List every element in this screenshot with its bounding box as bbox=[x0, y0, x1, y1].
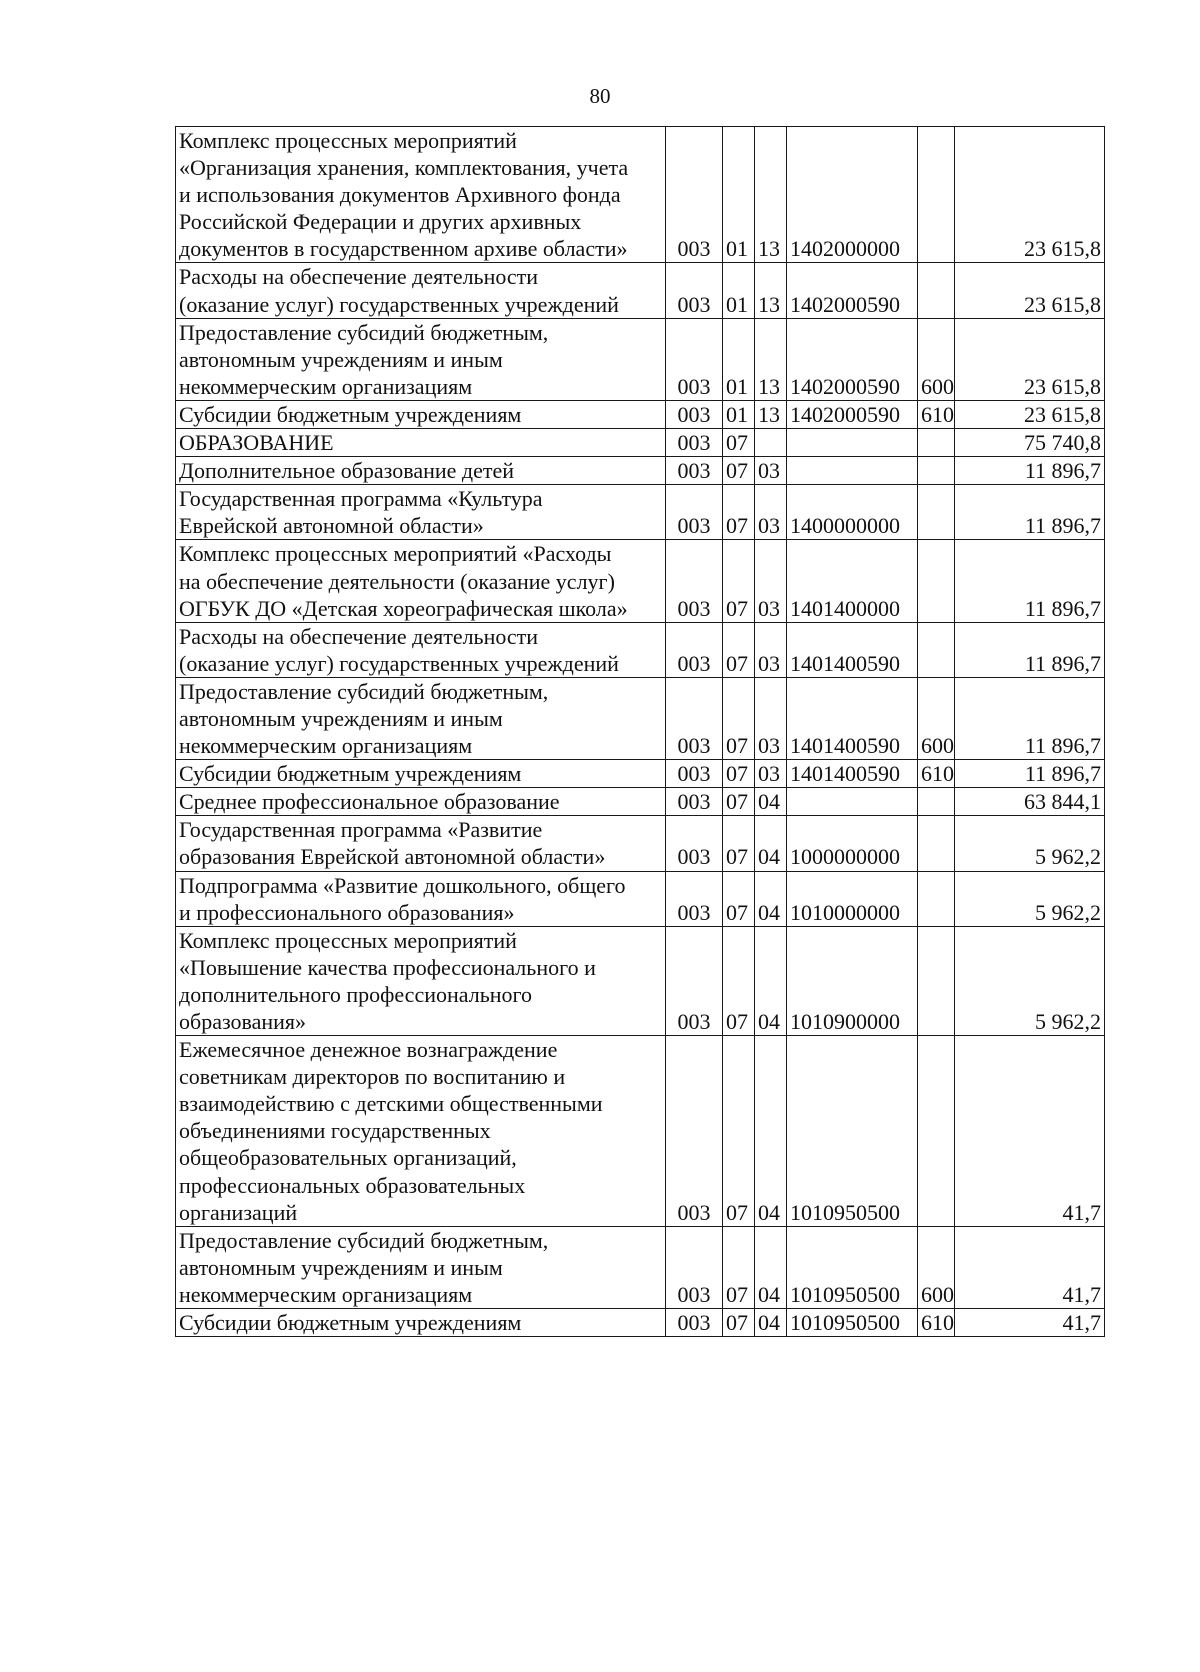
department-code-cell: 003 bbox=[666, 400, 723, 428]
amount-cell: 11 896,7 bbox=[955, 457, 1105, 485]
table-row bbox=[176, 816, 1105, 871]
section-code-cell: 07 bbox=[723, 677, 755, 759]
item-name-line: взаимодействию с детскими общественными bbox=[179, 1091, 603, 1117]
item-name-line: Комплекс процессных мероприятий «Расходы bbox=[179, 541, 612, 567]
section-code-cell: 07 bbox=[723, 760, 755, 788]
amount-cell: 11 896,7 bbox=[955, 622, 1105, 677]
section-code-cell: 07 bbox=[723, 485, 755, 540]
item-name-cell bbox=[176, 457, 666, 485]
item-name-line: Государственная программа «Культура bbox=[179, 486, 543, 512]
section-code-cell: 01 bbox=[723, 400, 755, 428]
section-code-cell: 07 bbox=[723, 926, 755, 1035]
expense-type-cell bbox=[918, 429, 955, 457]
target-article-cell bbox=[787, 788, 918, 816]
subsection-code-cell: 04 bbox=[755, 871, 787, 926]
subsection-code-cell: 03 bbox=[755, 457, 787, 485]
item-name-cell bbox=[176, 400, 666, 428]
section-code-cell: 07 bbox=[723, 457, 755, 485]
item-name-line: автономным учреждениям и иным bbox=[179, 346, 503, 372]
department-code-cell: 003 bbox=[666, 127, 723, 263]
department-code-cell: 003 bbox=[666, 457, 723, 485]
expense-type-cell bbox=[918, 816, 955, 871]
item-name-line: общеобразовательных организаций, bbox=[179, 1145, 517, 1171]
item-name-cell bbox=[176, 318, 666, 400]
amount-cell: 23 615,8 bbox=[955, 318, 1105, 400]
amount-cell: 75 740,8 bbox=[955, 429, 1105, 457]
item-name-line: на обеспечение деятельности (оказание услуг) bbox=[179, 568, 615, 594]
subsection-code-cell: 04 bbox=[755, 1309, 787, 1337]
table-row bbox=[176, 485, 1105, 540]
item-name-line: Государственная программа «Развитие bbox=[179, 817, 543, 843]
item-name-line: профессиональных образовательных bbox=[179, 1172, 526, 1198]
expense-type-cell bbox=[918, 1036, 955, 1227]
department-code-cell: 003 bbox=[666, 871, 723, 926]
target-article-cell: 1401400590 bbox=[787, 677, 918, 759]
item-name-line: дополнительного профессионального bbox=[179, 981, 532, 1007]
item-name-line: Дополнительное образование детей bbox=[179, 458, 515, 484]
expense-type-cell: 600 bbox=[918, 1226, 955, 1308]
table-row bbox=[176, 400, 1105, 428]
item-name-line: документов в государственном архиве области» bbox=[179, 236, 628, 262]
item-name-line: автономным учреждениям и иным bbox=[179, 1254, 503, 1280]
amount-cell: 41,7 bbox=[955, 1036, 1105, 1227]
expense-type-cell bbox=[918, 263, 955, 318]
amount-cell: 5 962,2 bbox=[955, 816, 1105, 871]
budget-table bbox=[175, 126, 1105, 1337]
subsection-code-cell: 13 bbox=[755, 263, 787, 318]
item-name-cell bbox=[176, 1226, 666, 1308]
item-name-line: Предоставление субсидий бюджетным, bbox=[179, 319, 549, 345]
item-name-cell bbox=[176, 871, 666, 926]
item-name-line: некоммерческим организациям bbox=[179, 1281, 473, 1307]
section-code-cell: 07 bbox=[723, 1226, 755, 1308]
subsection-code-cell: 13 bbox=[755, 400, 787, 428]
subsection-code-cell: 03 bbox=[755, 677, 787, 759]
item-name-cell bbox=[176, 926, 666, 1035]
amount-cell: 23 615,8 bbox=[955, 263, 1105, 318]
item-name-line: «Повышение качества профессионального и bbox=[179, 954, 596, 980]
table-row bbox=[176, 926, 1105, 1035]
table-row bbox=[176, 318, 1105, 400]
table-row bbox=[176, 677, 1105, 759]
item-name-line: организаций bbox=[179, 1199, 298, 1225]
item-name-cell bbox=[176, 540, 666, 622]
item-name-cell bbox=[176, 816, 666, 871]
item-name-line: ОГБУК ДО «Детская хореографическая школа» bbox=[179, 595, 628, 621]
target-article-cell: 1402000000 bbox=[787, 127, 918, 263]
item-name-cell bbox=[176, 760, 666, 788]
item-name-cell bbox=[176, 788, 666, 816]
item-name-line: Расходы на обеспечение деятельности bbox=[179, 264, 539, 290]
item-name-line: и использования документов Архивного фонда bbox=[179, 182, 621, 208]
target-article-cell: 1000000000 bbox=[787, 816, 918, 871]
item-name-line: Среднее профессиональное образование bbox=[179, 789, 560, 815]
amount-cell: 23 615,8 bbox=[955, 127, 1105, 263]
section-code-cell: 07 bbox=[723, 788, 755, 816]
amount-cell: 63 844,1 bbox=[955, 788, 1105, 816]
page-number: 80 bbox=[589, 84, 611, 108]
item-name-line: советникам директоров по воспитанию и bbox=[179, 1064, 566, 1090]
target-article-cell: 1402000590 bbox=[787, 318, 918, 400]
target-article-cell: 1010950500 bbox=[787, 1036, 918, 1227]
item-name-cell bbox=[176, 677, 666, 759]
table-row bbox=[176, 788, 1105, 816]
item-name-line: Подпрограмма «Развитие дошкольного, общего bbox=[179, 872, 626, 898]
section-code-cell: 07 bbox=[723, 540, 755, 622]
expense-type-cell bbox=[918, 457, 955, 485]
item-name-line: (оказание услуг) государственных учреждений bbox=[179, 650, 619, 676]
subsection-code-cell: 03 bbox=[755, 622, 787, 677]
item-name-cell bbox=[176, 1036, 666, 1227]
item-name-cell bbox=[176, 1309, 666, 1337]
department-code-cell: 003 bbox=[666, 1226, 723, 1308]
expense-type-cell bbox=[918, 788, 955, 816]
table-row bbox=[176, 1226, 1105, 1308]
target-article-cell: 1010000000 bbox=[787, 871, 918, 926]
target-article-cell: 1010950500 bbox=[787, 1226, 918, 1308]
expense-type-cell bbox=[918, 540, 955, 622]
amount-cell: 41,7 bbox=[955, 1309, 1105, 1337]
amount-cell: 11 896,7 bbox=[955, 485, 1105, 540]
section-code-cell: 07 bbox=[723, 1036, 755, 1227]
department-code-cell: 003 bbox=[666, 1036, 723, 1227]
budget-table-body bbox=[176, 127, 1105, 1337]
expense-type-cell: 610 bbox=[918, 400, 955, 428]
item-name-line: образования» bbox=[179, 1009, 307, 1034]
table-row bbox=[176, 457, 1105, 485]
item-name-cell bbox=[176, 622, 666, 677]
table-row bbox=[176, 760, 1105, 788]
item-name-line: Ежемесячное денежное вознаграждение bbox=[179, 1037, 558, 1063]
item-name-line: Предоставление субсидий бюджетным, bbox=[179, 1227, 549, 1253]
table-row bbox=[176, 622, 1105, 677]
section-code-cell: 07 bbox=[723, 622, 755, 677]
department-code-cell: 003 bbox=[666, 788, 723, 816]
expense-type-cell: 600 bbox=[918, 677, 955, 759]
target-article-cell: 1400000000 bbox=[787, 485, 918, 540]
department-code-cell: 003 bbox=[666, 1309, 723, 1337]
section-code-cell: 01 bbox=[723, 318, 755, 400]
target-article-cell: 1401400000 bbox=[787, 540, 918, 622]
amount-cell: 23 615,8 bbox=[955, 400, 1105, 428]
item-name-line: ОБРАЗОВАНИЕ bbox=[179, 430, 334, 456]
department-code-cell: 003 bbox=[666, 622, 723, 677]
target-article-cell bbox=[787, 457, 918, 485]
table-row bbox=[176, 540, 1105, 622]
department-code-cell: 003 bbox=[666, 263, 723, 318]
section-code-cell: 07 bbox=[723, 871, 755, 926]
item-name-line: Субсидии бюджетным учреждениям bbox=[179, 761, 522, 787]
subsection-code-cell: 04 bbox=[755, 1036, 787, 1227]
target-article-cell: 1402000590 bbox=[787, 400, 918, 428]
department-code-cell: 003 bbox=[666, 760, 723, 788]
table-row bbox=[176, 1036, 1105, 1227]
item-name-line: некоммерческим организациям bbox=[179, 373, 473, 399]
subsection-code-cell: 04 bbox=[755, 926, 787, 1035]
subsection-code-cell: 03 bbox=[755, 485, 787, 540]
item-name-line: автономным учреждениям и иным bbox=[179, 705, 503, 731]
subsection-code-cell: 13 bbox=[755, 318, 787, 400]
item-name-line: (оказание услуг) государственных учреждений bbox=[179, 291, 619, 317]
item-name-line: Комплекс процессных мероприятий bbox=[179, 128, 517, 153]
target-article-cell bbox=[787, 429, 918, 457]
amount-cell: 11 896,7 bbox=[955, 540, 1105, 622]
item-name-line: Еврейской автономной области» bbox=[179, 513, 484, 539]
item-name-line: и профессионального образования» bbox=[179, 899, 515, 925]
department-code-cell: 003 bbox=[666, 677, 723, 759]
subsection-code-cell: 03 bbox=[755, 760, 787, 788]
subsection-code-cell: 03 bbox=[755, 540, 787, 622]
expense-type-cell bbox=[918, 926, 955, 1035]
expense-type-cell bbox=[918, 622, 955, 677]
expense-type-cell bbox=[918, 127, 955, 263]
amount-cell: 5 962,2 bbox=[955, 871, 1105, 926]
item-name-line: образования Еврейской автономной области» bbox=[179, 844, 606, 870]
target-article-cell: 1402000590 bbox=[787, 263, 918, 318]
target-article-cell: 1401400590 bbox=[787, 760, 918, 788]
department-code-cell: 003 bbox=[666, 429, 723, 457]
expense-type-cell bbox=[918, 485, 955, 540]
item-name-cell bbox=[176, 263, 666, 318]
item-name-line: объединениями государственных bbox=[179, 1118, 491, 1144]
amount-cell: 41,7 bbox=[955, 1226, 1105, 1308]
target-article-cell: 1010900000 bbox=[787, 926, 918, 1035]
expense-type-cell: 610 bbox=[918, 1309, 955, 1337]
expense-type-cell: 610 bbox=[918, 760, 955, 788]
table-row bbox=[176, 1309, 1105, 1337]
item-name-line: Субсидии бюджетным учреждениям bbox=[179, 401, 522, 427]
department-code-cell: 003 bbox=[666, 816, 723, 871]
department-code-cell: 003 bbox=[666, 318, 723, 400]
amount-cell: 11 896,7 bbox=[955, 677, 1105, 759]
expense-type-cell bbox=[918, 871, 955, 926]
subsection-code-cell bbox=[755, 429, 787, 457]
table-row bbox=[176, 429, 1105, 457]
item-name-cell bbox=[176, 485, 666, 540]
target-article-cell: 1401400590 bbox=[787, 622, 918, 677]
item-name-line: Комплекс процессных мероприятий bbox=[179, 927, 517, 953]
item-name-line: некоммерческим организациям bbox=[179, 733, 473, 759]
item-name-cell bbox=[176, 429, 666, 457]
target-article-cell: 1010950500 bbox=[787, 1309, 918, 1337]
department-code-cell: 003 bbox=[666, 485, 723, 540]
section-code-cell: 07 bbox=[723, 429, 755, 457]
amount-cell: 5 962,2 bbox=[955, 926, 1105, 1035]
table-row bbox=[176, 871, 1105, 926]
expense-type-cell: 600 bbox=[918, 318, 955, 400]
item-name-line: «Организация хранения, комплектования, учета bbox=[179, 155, 629, 181]
subsection-code-cell: 04 bbox=[755, 1226, 787, 1308]
section-code-cell: 07 bbox=[723, 1309, 755, 1337]
department-code-cell: 003 bbox=[666, 540, 723, 622]
subsection-code-cell: 13 bbox=[755, 127, 787, 263]
amount-cell: 11 896,7 bbox=[955, 760, 1105, 788]
subsection-code-cell: 04 bbox=[755, 816, 787, 871]
section-code-cell: 01 bbox=[723, 127, 755, 263]
section-code-cell: 01 bbox=[723, 263, 755, 318]
item-name-line: Российской Федерации и других архивных bbox=[179, 209, 582, 235]
item-name-line: Субсидии бюджетным учреждениям bbox=[179, 1310, 522, 1336]
department-code-cell: 003 bbox=[666, 926, 723, 1035]
table-row bbox=[176, 127, 1105, 263]
table-row bbox=[176, 263, 1105, 318]
item-name-cell bbox=[176, 127, 666, 263]
subsection-code-cell: 04 bbox=[755, 788, 787, 816]
item-name-line: Предоставление субсидий бюджетным, bbox=[179, 678, 549, 704]
section-code-cell: 07 bbox=[723, 816, 755, 871]
item-name-line: Расходы на обеспечение деятельности bbox=[179, 623, 539, 649]
